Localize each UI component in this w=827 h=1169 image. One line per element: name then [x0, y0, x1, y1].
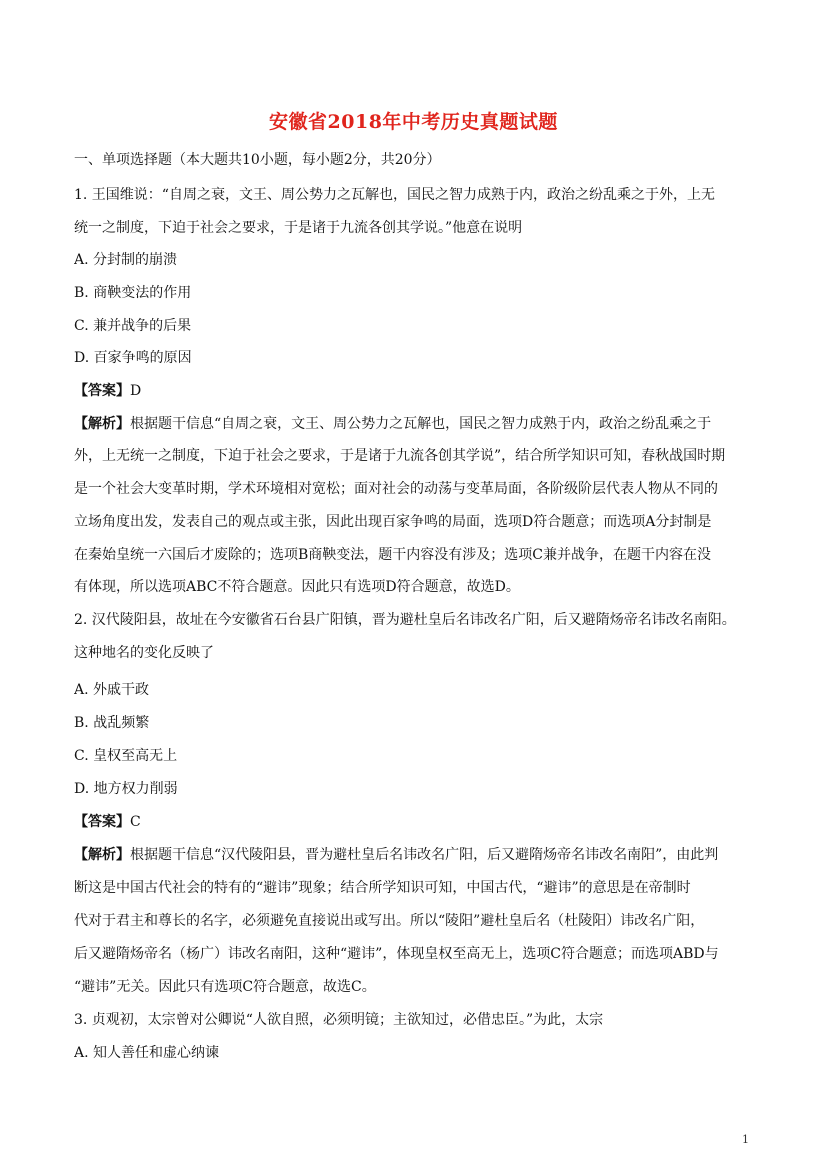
question-2-option-d: D. 地方权力削弱	[74, 781, 178, 797]
question-2-stem-line-1: 2. 汉代陵阳县，故址在今安徽省石台县广阳镇，晋为避杜皇后名讳改名广阳，后又避隋炀帝名讳改名南阳。	[74, 612, 736, 628]
question-1-stem-line-1: 1. 王国维说：“自周之衰，文王、周公势力之瓦解也，国民之智力成熟于内，政治之纷乱乘之于外，上无	[74, 187, 715, 203]
question-2-option-c: C. 皇权至高无上	[74, 748, 178, 764]
question-1-answer	[74, 381, 754, 401]
question-1-analysis-line-3: 是一个社会大变革时期，学术环境相对宽松；面对社会的动荡与变革局面，各阶级阶层代表人物从不同的	[74, 481, 718, 497]
analysis-label: 【解析】	[74, 416, 130, 432]
answer-value: D	[130, 383, 142, 399]
question-2-analysis-line-5: “避讳”无关。因此只有选项C符合题意，故选C。	[74, 979, 376, 995]
question-1-analysis-line-5: 在秦始皇统一六国后才废除的；选项B商鞅变法，题干内容没有涉及；选项C兼并战争，在题干内容在没	[74, 547, 711, 563]
question-2-option-a: A. 外戚干政	[74, 682, 150, 698]
question-2-answer	[74, 812, 754, 832]
question-1-analysis-line-4: 立场角度出发，发表自己的观点或主张，因此出现百家争鸣的局面，选项D符合题意；而选项A分封制是	[74, 514, 712, 530]
question-3-option-a: A. 知人善任和虚心纳谏	[74, 1045, 220, 1061]
question-2-analysis-line-4: 后又避隋炀帝名（杨广）讳改名南阳，这种“避讳”，体现皇权至高无上，选项C符合题意；而选项ABD与	[74, 946, 719, 962]
question-1-option-c: C. 兼并战争的后果	[74, 318, 192, 334]
question-1-option-b: B. 商鞅变法的作用	[74, 285, 192, 301]
document-title: 安徽省2018年中考历史真题试题	[269, 111, 558, 133]
question-1-option-d: D. 百家争鸣的原因	[74, 350, 192, 366]
answer-value: C	[130, 814, 141, 830]
answer-label: 【答案】	[74, 383, 130, 399]
question-2-analysis-line-2: 断这是中国古代社会的特有的“避讳”现象；结合所学知识可知，中国古代，“避讳”的意思是在帝制时	[74, 880, 691, 896]
question-3-stem-line-1: 3. 贞观初，太宗曾对公卿说“人欲自照，必须明镜；主欲知过，必借忠臣。”为此，太宗	[74, 1012, 604, 1028]
question-1-analysis-line-6: 有体现，所以选项ABC不符合题意。因此只有选项D符合题意，故选D。	[74, 579, 520, 595]
question-2-option-b: B. 战乱频繁	[74, 715, 150, 731]
page-number: 1	[742, 1133, 749, 1146]
section-header: 一、单项选择题（本大题共10小题，每小题2分，共20分）	[74, 152, 441, 168]
question-1-option-a: A. 分封制的崩溃	[74, 252, 178, 268]
analysis-text: 根据题干信息“自周之衰，文王、周公势力之瓦解也，国民之智力成熟于内，政治之纷乱乘之于	[130, 416, 712, 432]
question-1-analysis-line-2: 外，上无统一之制度，下迫于社会之要求，于是诸于九流各创其学说”，结合所学知识可知，春秋战国时期	[74, 448, 726, 464]
question-1-analysis-line-1	[74, 414, 754, 434]
question-2-analysis-line-3: 代对于君主和尊长的名字，必须避免直接说出或写出。所以“陵阳”避杜皇后名（杜陵阳）讳改名广阳，	[74, 913, 705, 929]
question-2-stem-line-2: 这种地名的变化反映了	[74, 645, 214, 661]
question-2-analysis-line-1	[74, 845, 754, 865]
answer-label: 【答案】	[74, 814, 130, 830]
analysis-label: 【解析】	[74, 847, 130, 863]
question-1-stem-line-2: 统一之制度，下迫于社会之要求，于是诸于九流各创其学说。”他意在说明	[74, 220, 523, 236]
analysis-text: 根据题干信息“汉代陵阳县，晋为避杜皇后名讳改名广阳，后又避隋炀帝名讳改名南阳”，由此判	[130, 847, 719, 863]
